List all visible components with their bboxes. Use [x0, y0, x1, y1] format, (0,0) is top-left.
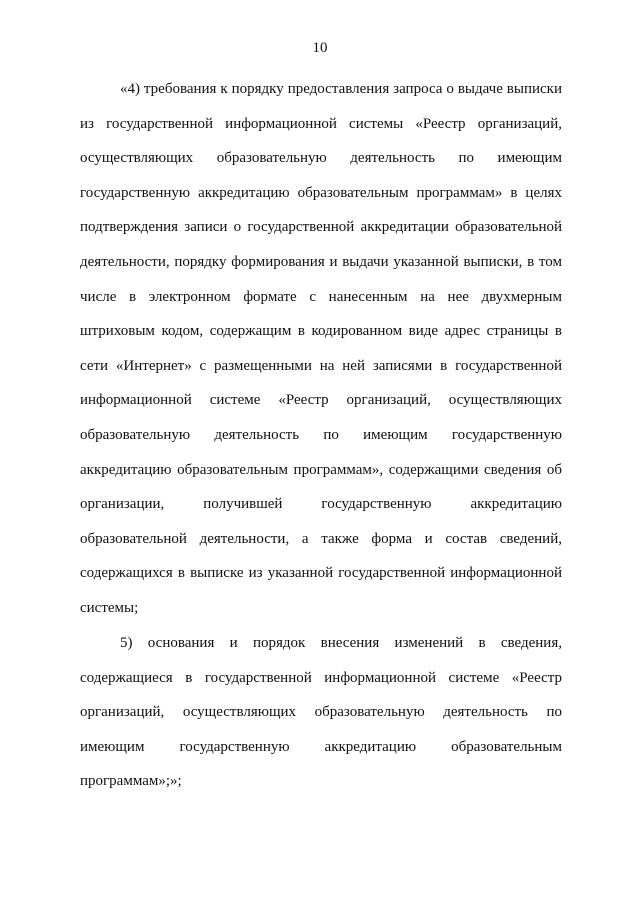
page-number: 10	[312, 40, 328, 56]
paragraph-item-4: «4) требования к порядку предоставления запроса о выдаче выписки из государственной информационной системы «Реестр организаций, осуществляющих образовательную деятельность по имеющим государственную аккредитацию образовательным программам» в целях подтверждения записи о государственной аккредитации образовательной деятельности, порядку формирования и выдачи указанной выписки, в том числе в электронном формате с нанесенным на нее двухмерным штриховым кодом, содержащим в кодированном виде адрес страницы в сети «Интернет» с размещенными на ней записями в государственной информационной системе «Реестр организаций, осуществляющих образовательную деятельность по имеющим государственную аккредитацию образовательным программам», содержащими сведения об организации, получившей государственную аккредитацию образовательной деятельности, а также форма и состав сведений, содержащихся в выписке из указанной государственной информационной системы;	[80, 81, 562, 616]
paragraph-item-5: 5) основания и порядок внесения изменений в сведения, содержащиеся в государственной информационной системе «Реестр организаций, осуществляющих образовательную деятельность по имеющим государственную аккредитацию образовательным программам»;»;	[80, 635, 562, 790]
